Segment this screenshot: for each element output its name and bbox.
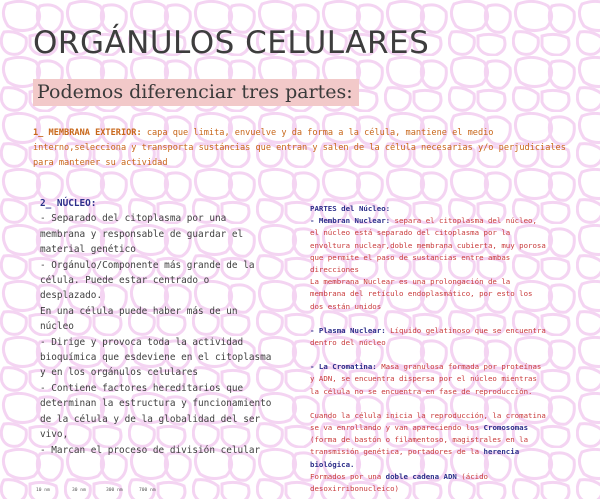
membrana-exterior-text: capa que limita, envuelve y da forma a la célula, mantiene el medio interno,selecciona y transporta sustáncias que entran y salen de la célula necesarias y/o perjudiciales para mantener su actividad [33,128,566,168]
plasma-nuclear-text: - Plasma Nuclear: Líquido gelatinoso que se encuentra dentro del núcleo [310,325,546,348]
formados-text: Formados por una doble cadena ADN (ácido desoxirribonucleico) [310,471,489,494]
scale-label: 30 nm [72,488,86,493]
nucleo-heading: 2_ NÚCLEO: [40,198,97,209]
nucleo-item: - Dirige y provoca toda la actividad bioquímica que esdeviene en el citoplasma y en los orgánulos celulares [40,336,272,379]
scale-label: 700 nm [139,488,156,493]
partes-nucleo-section [310,203,550,495]
scale-labels [36,488,176,499]
membrana-exterior-heading: 1_ MEMBRANA EXTERIOR: [33,128,142,138]
membrana-nuclear-extra: La membrana Nuclear es una prolongación de la membrana del retículo endoplasmático, por esto los dos están unidos [310,277,533,311]
cromatina-text: - La Cromatina: Masa granulosa formada por proteínas y ADN, se encuentra dispersa por el núcleo mientras la célula no se encuentra en fase de reproducción. [310,362,542,396]
cromatina-label: - La Cromatina: [310,362,377,372]
nucleo-item: - Orgánulo/Componente más grande de la célula. Puede estar centrado o desplazado. [40,259,255,302]
nucleo-item: - Separado del citoplasma por una membrana y responsable de guardar el material genético [40,213,244,256]
subtitle: Podemos diferenciar tres partes: [33,79,359,106]
membrana-exterior-section [33,126,578,171]
partes-heading: PARTES del Núcleo: [310,204,391,213]
nucleo-section [40,196,275,458]
scale-label: 300 nm [106,488,123,493]
cromosomas-label: Cromosomas [483,423,529,433]
nucleo-item: - Marcan el proceso de división celular [40,444,261,456]
membrana-nuclear-text: - Membran Nuclear: separa el citoplasma del núcleo, el núcleo está separado del citoplasma por la envoltura nuclear,doble membrana cubierta, muy porosa que permite el paso de sustancias entre ambas direcciones [310,216,546,275]
membrana-nuclear-label: - Membran Nuclear: [310,216,391,226]
scale-label: 10 nm [36,488,50,493]
reproduccion-text: Cuando la célula inicia la reproducción, la cromatina se va enrollando y van apareciendo los Cromosomas (forma de bastón o filamentoso, magistrales en la transmisión genética, portadores de la herencia biológica. [310,410,546,469]
nucleo-item: - Contiene factores hereditarios que determinan la estructura y funcionamiento de la célula y de la globalidad del ser vivo, [40,382,272,441]
doble-cadena-label: doble cadena ADN [385,471,457,481]
page-title: ORGÁNULOS CELULARES [33,25,430,61]
nucleo-item: En una célula puede haber más de un núcleo [40,305,238,333]
plasma-nuclear-label: - Plasma Nuclear: [310,325,386,335]
herencia-label: herencia biológica. [310,447,520,469]
